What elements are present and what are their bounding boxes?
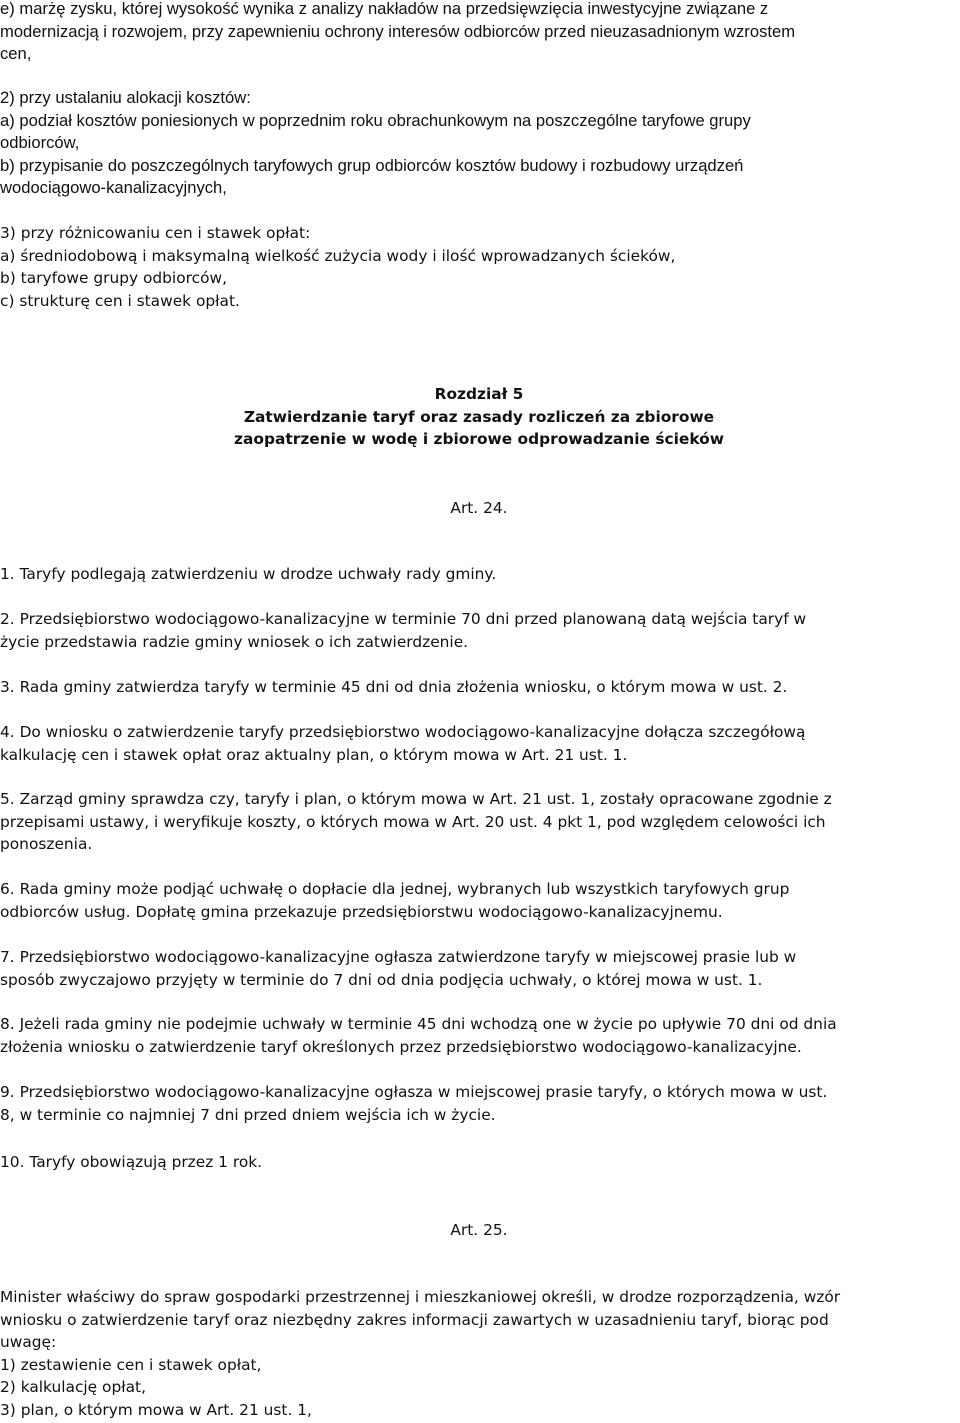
text-line: 9. Przedsiębiorstwo wodociągowo-kanalizacyjne ogłasza w miejscowej prasie taryfy, o których mowa w ust. bbox=[0, 1083, 828, 1101]
art24-item-2 bbox=[0, 608, 806, 653]
text-line: życie przedstawia radzie gminy wniosek o ich zatwierdzenie. bbox=[0, 632, 469, 651]
text-line: wodociągowo-kanalizacyjnych, bbox=[0, 178, 227, 197]
art24-item-1 bbox=[0, 563, 496, 586]
text-line: b) taryfowe grupy odbiorców, bbox=[0, 269, 227, 287]
art25-intro bbox=[0, 1286, 840, 1421]
art24-item-7 bbox=[0, 946, 796, 991]
text-line: 7. Przedsiębiorstwo wodociągowo-kanalizacyjne ogłasza zatwierdzone taryfy w miejscowej prasie lub w bbox=[0, 948, 797, 966]
text-line: wniosku o zatwierdzenie taryf oraz niezbędny zakres informacji zawartych w uzasadnieniu taryf, biorąc pod bbox=[0, 1310, 829, 1329]
text-line: e) marżę zysku, której wysokość wynika z analizy nakładów na przedsięwzięcia inwestycyjne związane z bbox=[0, 0, 769, 18]
article-heading-text: Art. 24. bbox=[450, 499, 508, 517]
chapter-heading bbox=[0, 383, 958, 451]
text-line: sposób zwyczajowo przyjęty w terminie do 7 dni od dnia podjęcia uchwały, o której mowa w ust. 1. bbox=[0, 970, 763, 989]
text-line: a) średniodobową i maksymalną wielkość zużycia wody i ilość wprowadzanych ścieków, bbox=[0, 246, 676, 265]
art24-item-9 bbox=[0, 1081, 827, 1126]
text-line: 10. Taryfy obowiązują przez 1 rok. bbox=[0, 1153, 263, 1171]
text-line: 8. Jeżeli rada gminy nie podejmie uchwały w terminie 45 dni wchodzą one w życie po upływie 70 dni od dnia bbox=[0, 1015, 837, 1033]
art24-item-6 bbox=[0, 878, 789, 923]
text-line: b) przypisanie do poszczególnych taryfowych grup odbiorców kosztów budowy i rozbudowy urządzeń bbox=[0, 155, 744, 175]
text-line: 3) przy różnicowaniu cen i stawek opłat: bbox=[0, 224, 311, 242]
text-line: 8, w terminie co najmniej 7 dni przed dniem wejścia ich w życie. bbox=[0, 1105, 496, 1124]
text-line: kalkulację cen i stawek opłat oraz aktualny plan, o którym mowa w Art. 21 ust. 1. bbox=[0, 745, 628, 764]
article-heading-text: Art. 25. bbox=[450, 1221, 508, 1239]
text-line: odbiorców usług. Dopłatę gmina przekazuje przedsiębiorstwu wodociągowo-kanalizacyjnemu. bbox=[0, 902, 723, 921]
text-line: 3. Rada gminy zatwierdza taryfy w terminie 45 dni od dnia złożenia wniosku, o którym mowa w ust. 2. bbox=[0, 678, 788, 696]
art24-item-3 bbox=[0, 676, 787, 699]
text-line: 4. Do wniosku o zatwierdzenie taryfy przedsiębiorstwo wodociągowo-kanalizacyjne dołącza szczegółową bbox=[0, 723, 806, 741]
text-line: uwagę: bbox=[0, 1333, 57, 1351]
paragraph-e bbox=[0, 0, 795, 66]
art24-item-8 bbox=[0, 1013, 837, 1058]
art24-item-5 bbox=[0, 788, 832, 856]
chapter-title-line: zaopatrzenie w wodę i zbiorowe odprowadzanie ścieków bbox=[234, 430, 724, 448]
paragraph-price-differentiation bbox=[0, 222, 675, 312]
text-line: Minister właściwy do spraw gospodarki przestrzennej i mieszkaniowej określi, w drodze rozporządzenia, wzór bbox=[0, 1288, 841, 1306]
text-line: cen, bbox=[0, 44, 32, 63]
text-line: odbiorców, bbox=[0, 133, 80, 152]
chapter-label: Rozdział 5 bbox=[434, 385, 524, 403]
list-item: 1) zestawienie cen i stawek opłat, bbox=[0, 1355, 262, 1374]
text-line: złożenia wniosku o zatwierdzenie taryf określonych przez przedsiębiorstwo wodociągowo-kanalizacyjne. bbox=[0, 1037, 802, 1056]
text-line: 2. Przedsiębiorstwo wodociągowo-kanalizacyjne w terminie 70 dni przed planowaną datą wejścia taryf w bbox=[0, 610, 807, 628]
text-line: ponoszenia. bbox=[0, 835, 93, 853]
text-line: c) strukturę cen i stawek opłat. bbox=[0, 291, 240, 310]
text-line: modernizacją i rozwojem, przy zapewnieniu ochrony interesów odbiorców przed nieuzasadnionym wzrostem bbox=[0, 21, 796, 41]
art24-item-10 bbox=[0, 1151, 262, 1174]
article-25-heading bbox=[0, 1219, 958, 1242]
paragraph-cost-allocation bbox=[0, 87, 751, 200]
article-24-heading bbox=[0, 497, 958, 520]
text-line: 2) przy ustalaniu alokacji kosztów: bbox=[0, 88, 251, 107]
text-line: 5. Zarząd gminy sprawdza czy, taryfy i plan, o którym mowa w Art. 21 ust. 1, zostały opracowane zgodnie z bbox=[0, 790, 832, 808]
text-line: a) podział kosztów poniesionych w poprzednim roku obrachunkowym na poszczególne taryfowe grupy bbox=[0, 110, 751, 130]
list-item: 3) plan, o którym mowa w Art. 21 ust. 1, bbox=[0, 1400, 312, 1419]
text-line: 6. Rada gminy może podjąć uchwałę o dopłacie dla jednej, wybranych lub wszystkich taryfowych grup bbox=[0, 880, 790, 898]
art24-item-4 bbox=[0, 721, 805, 766]
chapter-title-line: Zatwierdzanie taryf oraz zasady rozliczeń za zbiorowe bbox=[243, 407, 715, 426]
text-line: 1. Taryfy podlegają zatwierdzeniu w drodze uchwały rady gminy. bbox=[0, 565, 497, 583]
list-item: 2) kalkulację opłat, bbox=[0, 1378, 146, 1396]
text-line: przepisami ustawy, i weryfikuje koszty, o których mowa w Art. 20 ust. 4 pkt 1, pod względem celowości ich bbox=[0, 812, 826, 831]
